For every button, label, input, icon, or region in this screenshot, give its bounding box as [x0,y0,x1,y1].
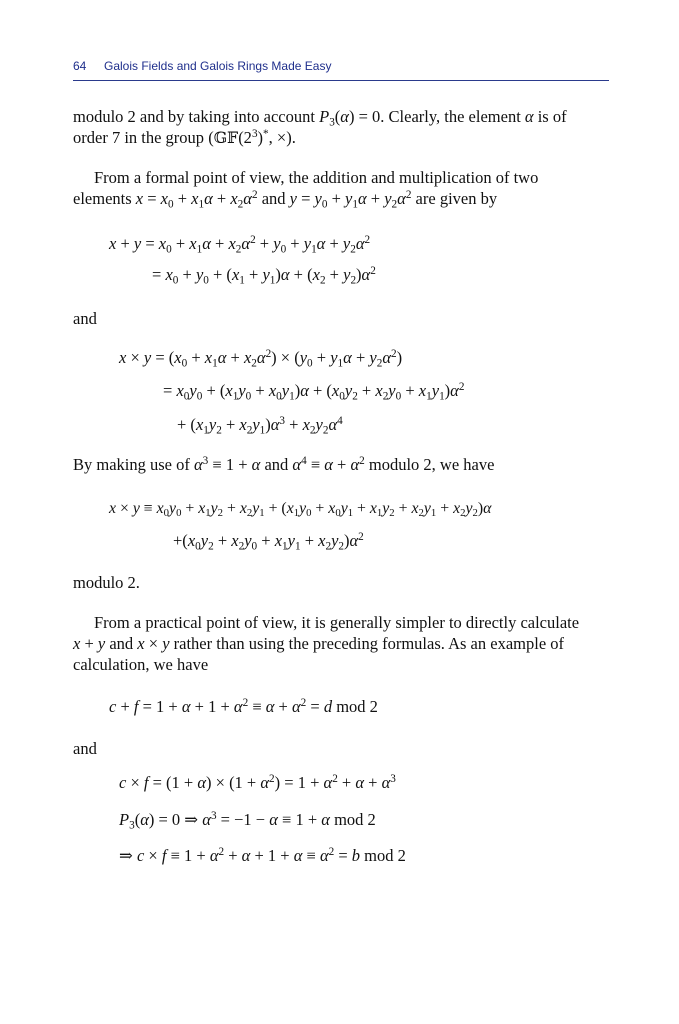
modulo-2-label: modulo 2. [73,573,140,592]
equation-example-poly: $P_3(\alpha) = 0$ ⇒ $\alpha^3 = -1 - \alpha \equiv 1 + \alpha$ mod 2 [119,809,376,832]
paragraph-reduction: By making use of $\alpha^3 \equiv 1 + \alpha$ and $\alpha^4 \equiv \alpha + \alpha^2$ modulo 2, we have [73,454,495,474]
paragraph-practical: From a practical point of view, it is generally simpler to directly calculate [94,613,580,632]
paragraph-practical-line2: x + y and x × y rather than using the preceding formulas. As an example of [73,634,565,653]
equation-example-product: $c \times f = (1 + \alpha) \times (1 + \alpha^2) = 1 + \alpha^2 + \alpha + \alpha^3$ [119,772,396,792]
and-label-2: and [73,739,97,758]
book-title: Galois Fields and Galois Rings Made Easy [104,59,332,73]
and-label-1: and [73,309,97,328]
paragraph-formal-line2: elements $x = x_0 + x_1\alpha + x_2\alpha^2$ and $y = y_0 + y_1\alpha + y_2\alpha^2$ are given by [73,188,498,211]
equation-example-result: ⇒ $c \times f \equiv 1 + \alpha^2 + \alpha + 1 + \alpha \equiv \alpha^2 = b$ mod 2 [119,845,406,865]
paragraph-intro: modulo 2 and by taking into account $P_3(\alpha) = 0$. Clearly, the element α is of order 7 in the group ($𝔾𝔽(2^3)^*$, ×). [73,107,567,147]
equation-product-1: $x \times y = (x_0 + x_1\alpha + x_2\alpha^2) \times (y_0 + y_1\alpha + y_2\alpha^2)$ [119,347,403,370]
equation-sum-2: = $x_0 + y_0 + (x_1 + y_1)\alpha + (x_2 + y_2)\alpha^2$ [152,264,376,287]
equation-reduced-2: $+(x_0y_2 + x_2y_0 + x_1y_1 + x_2y_2)\alpha^2$ [173,530,364,553]
paragraph-practical-line3: calculation, we have [73,655,209,674]
paragraph-formal: From a formal point of view, the addition and multiplication of two [94,168,539,187]
equation-product-3: + $(x_1y_2 + x_2y_1)\alpha^3 + x_2y_2\alpha^4$ [177,414,343,437]
equation-example-sum: $c + f = 1 + \alpha + 1 + \alpha^2 \equiv \alpha + \alpha^2 = d$ mod 2 [109,696,378,716]
running-header [73,58,609,81]
equation-product-2: = $x_0y_0 + (x_1y_0 + x_0y_1)\alpha + (x_0y_2 + x_2y_0 + x_1y_1)\alpha^2$ [163,380,465,403]
equation-reduced-1: $x \times y \equiv x_0y_0 + x_1y_2 + x_2y_1 + (x_1y_0 + x_0y_1 + x_1y_2 + x_2y_1 + x_2y_2)\alpha$ [109,500,492,520]
equation-sum-1: $x + y = x_0 + x_1\alpha + x_2\alpha^2 + y_0 + y_1\alpha + y_2\alpha^2$ [109,233,371,256]
page-number: 64 [73,59,87,73]
